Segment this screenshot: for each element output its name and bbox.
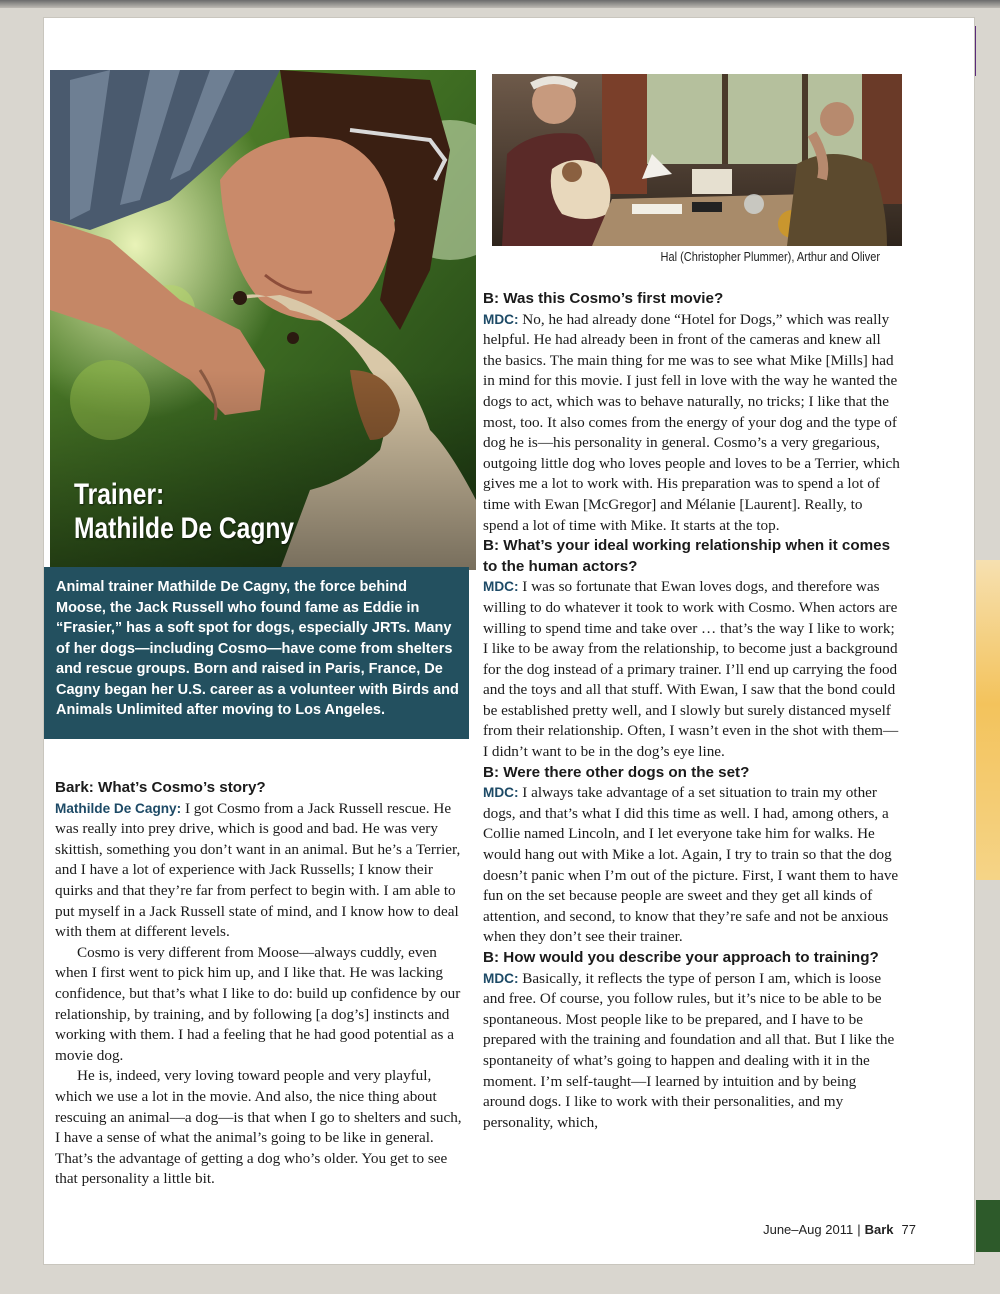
folio-issue: June–Aug 2011 <box>763 1222 854 1237</box>
folio-page-number: 77 <box>901 1222 916 1237</box>
photo-title <box>74 478 294 546</box>
answer-3 <box>483 577 901 762</box>
article-left-column <box>55 778 463 1190</box>
answer-1-text: I got Cosmo from a Jack Russell rescue. He was really into prey drive, which is good and bad. He was very skittish, something you don’t want in an animal. But he’s a Terrier, and I have a lot of experience with Jack Russells; I know their quirks and that they’re far from perfect to begin with. I am able to put myself in a Jack Russell state of mind, and I know how to deal with them at different levels. <box>55 799 461 941</box>
adjacent-page-strip-bottom <box>976 1200 1000 1252</box>
answer-4 <box>483 783 901 948</box>
folio-separator: | <box>857 1222 861 1237</box>
answer-1-paragraph-2: Cosmo is very different from Moose—always cuddly, even when I first went to pick him up, and I like that. He was lacking confidence, but that’s what I like to do: build up confidence by our relationship, by training, and by following [a dog’s] instincts and working with them. I had a feeling that he had good potential as a movie dog. <box>55 943 461 1064</box>
answer-3-text: I was so fortunate that Ewan loves dogs, and therefore was willing to do whatever it took to work with Cosmo. When actors are willing to spend time and take over … that’s the way I like to work; I like to be away from the relationship, to become just a background for the dog instead of a primary trainer. I’ll end up carrying the food and the toys and all that stuff. With Ewan, I saw that the bond could be established pretty well, and I slowly but surely distanced myself from their relationship. Often, I wasn’t even in the shot with them—I didn’t want to be in the dog’s eye line. <box>483 578 899 761</box>
adjacent-page-strip <box>976 560 1000 880</box>
answer-1-speaker: Mathilde De Cagny: <box>55 800 182 816</box>
answer-5 <box>483 969 901 1134</box>
scan-edge-top <box>0 0 1000 8</box>
film-still-image <box>492 74 902 246</box>
photo-title-line2: Mathilde De Cagny <box>74 512 295 545</box>
question-5: B: How would you describe your approach to training? <box>483 949 879 966</box>
answer-4-speaker: MDC: <box>483 785 519 801</box>
question-4: B: Were there other dogs on the set? <box>483 763 750 781</box>
question-3: B: What’s your ideal working relationship when it comes to the human actors? <box>483 537 891 575</box>
answer-1 <box>55 799 463 943</box>
answer-1-paragraph-3: He is, indeed, very loving toward people and very playful, which we use a lot in the movie. And also, the nice thing about rescuing an animal—a dog—is that when I go to shelters and such, I have a sense of what the animal’s going to be like in general. That’s the advantage of getting a dog who’s older. You get to see that personality a little bit. <box>55 1067 462 1188</box>
answer-2 <box>483 310 901 537</box>
answer-5-speaker: MDC: <box>483 970 519 986</box>
film-still-photo <box>492 74 902 246</box>
answer-2-speaker: MDC: <box>483 311 519 327</box>
question-1: Bark: What’s Cosmo’s story? <box>55 779 266 796</box>
intro-box <box>44 567 469 739</box>
page-folio <box>740 1222 916 1237</box>
answer-3-speaker: MDC: <box>483 579 519 595</box>
folio-magazine: Bark <box>864 1222 894 1237</box>
article-right-column <box>483 289 901 1133</box>
trainer-photo <box>50 70 476 570</box>
question-2: B: Was this Cosmo’s first movie? <box>483 290 724 307</box>
answer-2-text: No, he had already done “Hotel for Dogs,” which was really helpful. He had already been in front of the cameras and knew all the basics. The main thing for me was to see what Mike [Mills] had in mind for this movie. I just fell in love with the way he wanted the dogs to act, which was to behave naturally, no tricks; I like that the most, too. It also comes from the energy of your dog and the type of dog he is—his personality in general. Cosmo’s a very gregarious, outgoing little dog who loves people and loves to be a Terrier, which gives me a lot to work with. His preparation was to spend a lot of time with Ewan [McGregor] and Mélanie [Laurent]. Really, to spend a lot of time with Mike. It starts at the top. <box>483 310 900 534</box>
photo-caption: Hal (Christopher Plummer), Arthur and Oliver <box>660 250 880 264</box>
intro-text: Animal trainer Mathilde De Cagny, the force behind Moose, the Jack Russell who found fame as Eddie in “Frasier,” has a soft spot for dogs, especially JRTs. Many of her dogs—including Cosmo—have come from shelters and rescue groups. Born and raised in Paris, France, De Cagny began her U.S. career as a volunteer with Birds and Animals Unlimited after moving to Los Angeles. <box>56 579 459 718</box>
photo-title-line1: Trainer: <box>74 478 165 511</box>
answer-4-text: I always take advantage of a set situation to train my other dogs, and that’s what I did this time as well. I had, among others, a Collie named Lincoln, and I let everyone take him for walks. He would hang out with Mike a lot. Again, I try to train so that the dog doesn’t panic when I’m out of the picture. First, I want them to have fun on the set because people are sweet and they get all kinds of attention, and second, to know that they’re safe and not be anxious when they don’t see their trainer. <box>483 784 899 946</box>
answer-5-text: Basically, it reflects the type of person I am, which is loose and free. Of course, you follow rules, but it’s nice to be able to be spontaneous. Most people like to be prepared, and I have to be prepared with the training and foundation and all that. But I like the spontaneity of what’s going to happen and dealing with it in the moment. I’m self-taught—I learned by intuition and by being around dogs. I like to work with their personalities, and my personality, which, <box>483 969 895 1131</box>
